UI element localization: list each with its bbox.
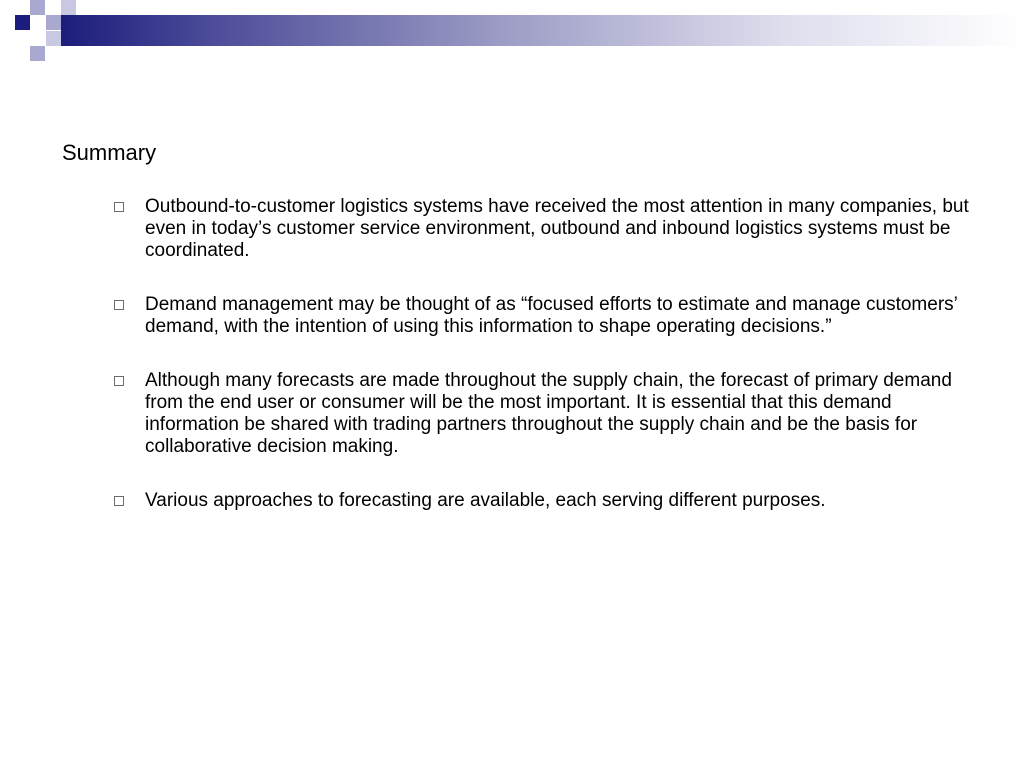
bullet-item <box>113 294 973 338</box>
hollow-square-bullet-icon <box>114 202 124 212</box>
bullet-item <box>113 370 973 458</box>
bullet-text: Although many forecasts are made throughout the supply chain, the forecast of primary demand from the end user or consumer will be the most important. It is essential that this demand information be shared with trading partners throughout the supply chain and be the basis for collaborative decision making. <box>145 370 952 457</box>
bullet-item <box>113 196 973 262</box>
hollow-square-bullet-icon <box>114 300 124 310</box>
bullet-list <box>113 196 973 544</box>
deco-square-light <box>61 0 76 15</box>
bullet-text: Outbound-to-customer logistics systems have received the most attention in many companies, but even in today’s customer service environment, outbound and inbound logistics systems must be coordinated. <box>145 196 969 261</box>
hollow-square-bullet-icon <box>114 376 124 386</box>
deco-square-light <box>46 15 61 30</box>
header-decoration <box>0 0 1024 64</box>
hollow-square-bullet-icon <box>114 496 124 506</box>
slide-title: Summary <box>62 140 157 165</box>
bullet-text: Demand management may be thought of as “focused efforts to estimate and manage customers’ demand, with the intention of using this information to shape operating decisions.” <box>145 294 958 337</box>
bullet-text: Various approaches to forecasting are available, each serving different purposes. <box>145 490 826 511</box>
deco-square-light <box>30 0 45 15</box>
deco-square-light <box>46 31 61 46</box>
bullet-item <box>113 490 973 512</box>
deco-square-light <box>30 46 45 61</box>
header-gradient-bar <box>61 15 1024 46</box>
deco-square-dark <box>15 15 30 30</box>
